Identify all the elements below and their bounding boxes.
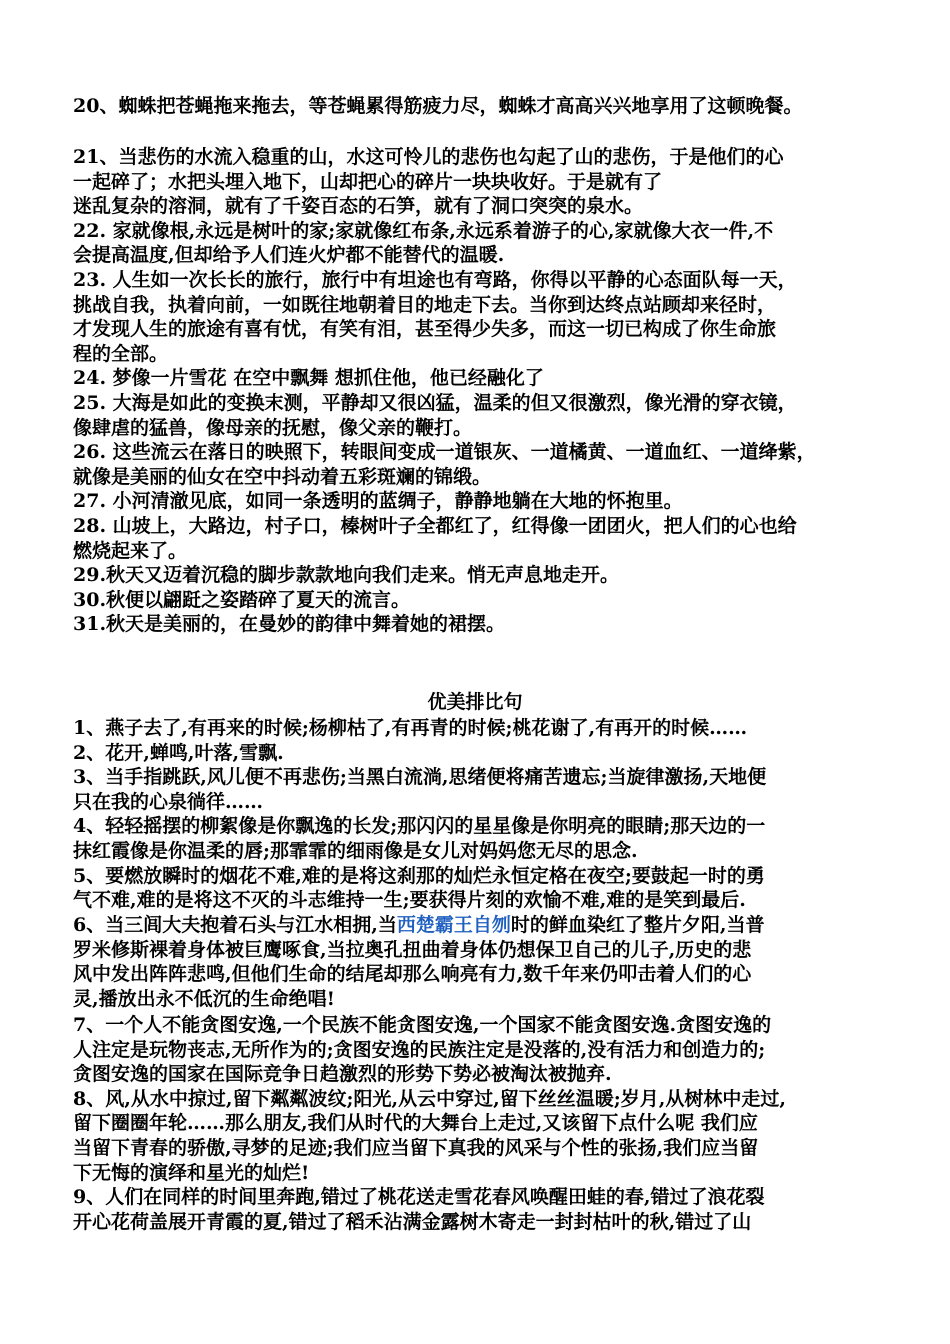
paragraph-21-31: 21、当悲伤的水流入稳重的山，水这可怜儿的悲伤也勾起了山的悲伤，于是他们的心 一起碎了；水把头埋入地下，山却把心的碎片一块块收好。于是就有了 迷乱复杂的溶洞，就有了千姿百态的石笋，就有了洞口突突的泉水。 22. 家就像根,永远是树叶的家;家就像红布条,永远系着游子的心,家就像大衣一件,不 会提高温度,但却给予人们连火炉都不能替代的温暖. 23. 人生如一次长长的旅行，旅行中有坦途也有弯路，你得以平静的心态面队每一天， 挑战自我，执着向前，一如既往地朝着目的地走下去。当你到达终点站顾却来径时， 才发现人生的旅途有喜有忧，有笑有泪，甚至得少失多，而这一切已构成了你生命旅 程的全部。 24. 梦像一片雪花 在空中飘舞 想抓住他，他已经融化了 25. 大海是如此的变换末测，平静却又很凶猛，温柔的但又很激烈，像光滑的穿衣镜， 像肆虐的猛兽，像母亲的抚慰，像父亲的鞭打。 26. 这些流云在落日的映照下，转眼间变成一道银灰、一道橘黄、一道血红、一道绛紫， 就像是美丽的仙女在空中抖动着五彩斑斓的锦缎。 27. 小河清澈见底，如同一条透明的蓝绸子，静静地躺在大地的怀抱里。 28. 山坡上，大路边，村子口，榛树叶子全都红了，红得像一团团火，把人们的心也给 燃烧起来了。 29.秋天又迈着沉稳的脚步款款地向我们走来。悄无声息地走开。 30.秋便以翩跹之姿踏碎了夏天的流言。 31.秋天是美丽的，在曼妙的韵律中舞着她的裙摆。	[73, 146, 816, 636]
section-title: 优美排比句	[427, 691, 523, 713]
paragraph-list-7-9: 7、一个人不能贪图安逸,一个民族不能贪图安逸,一个国家不能贪图安逸.贪图安逸的 人注定是玩物丧志,无所作为的;贪图安逸的民族注定是没落的,没有活力和创造力的; 贪图安逸的国家在国际竞争日趋激烈的形势下势必被淘汰被抛弃. 8、风,从水中掠过,留下粼粼波纹;阳光,从云中穿过,留下丝丝温暖;岁月,从树林中走过, 留下圈圈年轮……那么朋友,我们从时代的大舞台上走过,又该留下点什么呢 我们应 当留下青春的骄傲,寻梦的足迹;我们应当留下真我的风采与个性的张扬,我们应当留 下无悔的演绎和星光的灿烂! 9、人们在同样的时间里奔跑,错过了桃花送走雪花春风唤醒田蛙的春,错过了浪花裂 开心花荷盖展开青霞的夏,错过了稻禾沾满金露树木寄走一封封枯叶的秋,错过了山	[73, 1014, 786, 1233]
item6-text-after: 时的鲜血染红了整片夕阳,当普 罗米修斯裸着身体被巨鹰啄食,当拉奥孔扭曲着身体仍想保卫自己的儿子,历史的悲 风中发出阵阵悲鸣,但他们生命的结尾却那么响亮有力,数千年来仍叩击着人们的心 灵,播放出永不低沉的生命绝唱!	[73, 914, 765, 1010]
item6-text-before: 6、当三闾大夫抱着石头与江水相拥,当	[73, 914, 397, 936]
paragraph-item-6	[73, 913, 891, 1011]
link-xichu-bawang[interactable]: 西楚霸王自刎	[396, 914, 511, 936]
paragraph-list-1-5: 1、燕子去了,有再来的时候;杨柳枯了,有再青的时候;桃花谢了,有再开的时候…… 2、花开,蝉鸣,叶落,雪飘. 3、当手指跳跃,风儿便不再悲伤;当黑白流淌,思绪便将痛苦遗忘;当旋律激扬,天地便 只在我的心泉徜徉…… 4、轻轻摇摆的柳絮像是你飘逸的长发;那闪闪的星星像是你明亮的眼睛;那天边的一 抹红霞像是你温柔的唇;那霏霏的细雨像是女儿对妈妈您无尽的思念. 5、要燃放瞬时的烟花不难,难的是将这刹那的灿烂永恒定格在夜空;要鼓起一时的勇 气不难,难的是将这不灭的斗志维持一生;要获得片刻的欢愉不难,难的是笑到最后.	[73, 717, 767, 912]
paragraph-20: 20、蜘蛛把苍蝇拖来拖去，等苍蝇累得筋疲力尽，蜘蛛才高高兴兴地享用了这顿晚餐。	[73, 95, 803, 117]
